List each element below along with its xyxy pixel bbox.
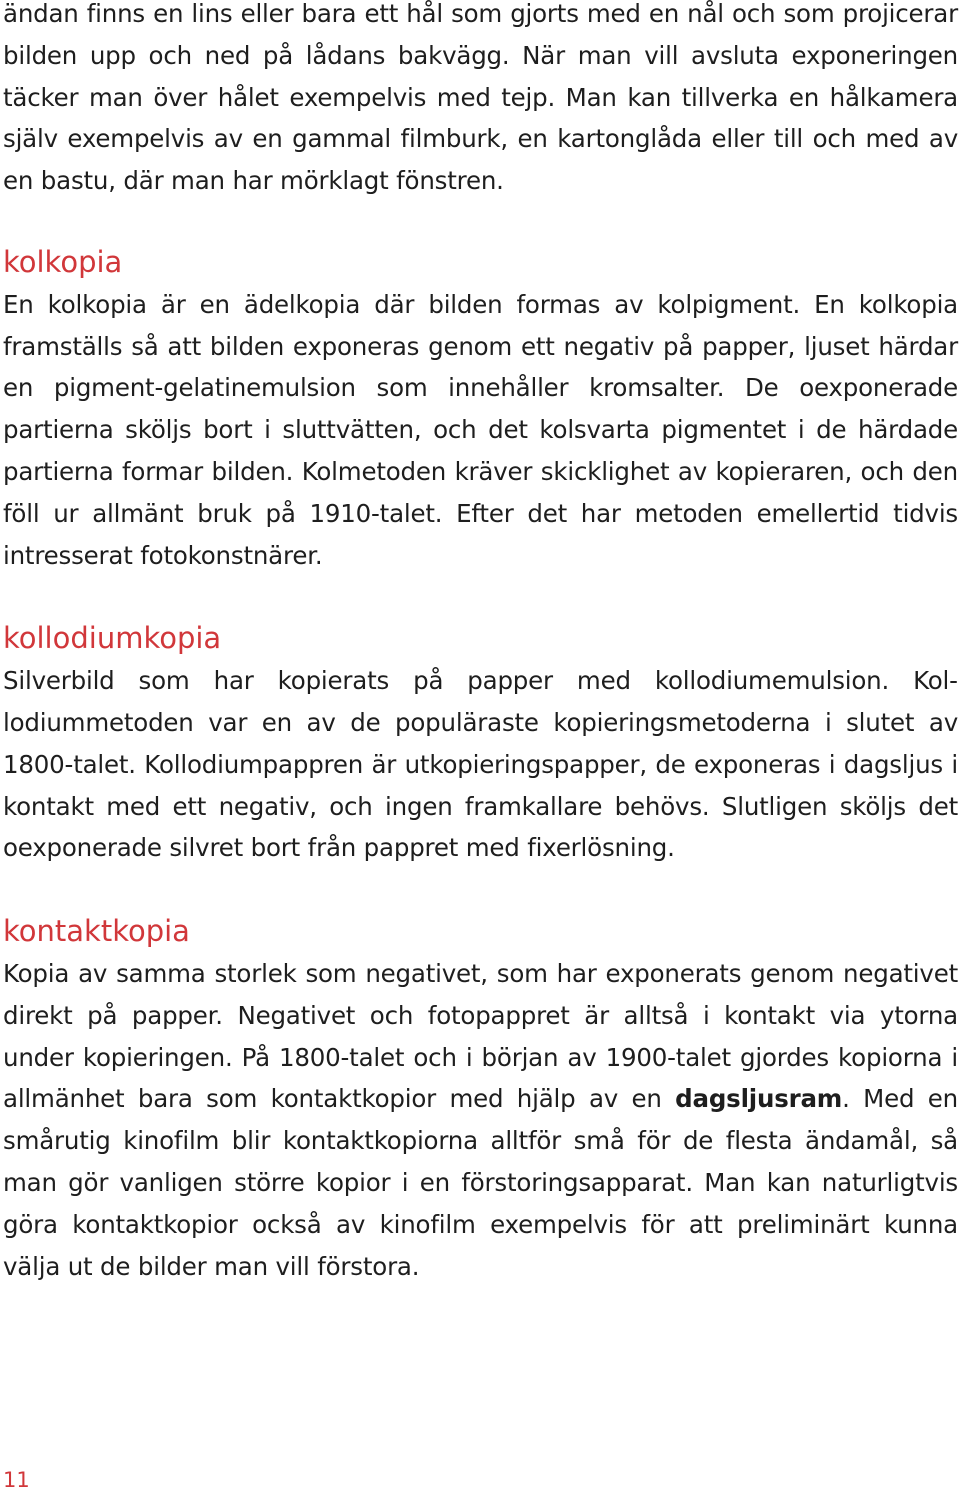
intro-paragraph: ändan finns en lins eller bara ett hål som gjorts med en nål och som projicerar bilden upp och ned på lådans bakvägg. När man vill avsluta exponeringen täcker man över hålet exempelvis med tejp. Man kan tillverka en hålkamera själv exempelvis av en gammal filmburk, en kartonglåda eller till och med av en bastu, där man har mörklagt fönstren.: [3, 0, 958, 196]
definition-text-after: . Med en smårutig kinofilm blir kontaktkopiorna alltför små för de flesta ändamål, så man gör vanligen större kopior i en förstoringsapparat. Man kan naturligtvis göra kontaktkopior också av kinofilm exempelvis för att preliminärt kunna välja ut de bilder man vill förstora.: [3, 1084, 958, 1281]
glossary-entry-kollodiumkopia: [3, 618, 958, 869]
entry-definition: En kolkopia är en ädelkopia där bilden formas av kolpigment. En kolkopia framställs så att bilden exponeras genom ett negativ på papper, ljuset härdar en pigment-gelatinemulsion som innehåller kromsalter. De oexponerade partierna sköljs bort i sluttvätten, och det kolsvarta pigmentet i de härdade partierna formar bilden. Kolmetoden kräver skicklighet av kopieraren, och den föll ur allmänt bruk på 1910-talet. Efter det har metoden emellertid tidvis intresserat fotokonstnärer.: [3, 289, 958, 570]
document-page: [3, 0, 958, 1287]
entry-term: kollodiumkopia: [3, 621, 222, 656]
glossary-entry-kolkopia: [3, 242, 958, 576]
glossary-entry-kontaktkopia: [3, 911, 958, 1287]
cross-reference-term[interactable]: dagsljusram: [675, 1084, 843, 1114]
definition-text-before: Kopia av samma storlek som negativet, som har exponerats genom negativet direkt på papper. Negativet och fotopappret är alltså i kontakt via ytorna under kopieringen. På 1800-talet och i början av 1900-talet gjordes kopiorna i allmänhet bara som kontaktkopior med hjälp av en: [3, 958, 958, 1114]
entry-term: kolkopia: [3, 244, 123, 279]
entry-definition: Silverbild som har kopierats på papper med kollodiumemulsion. Kollodiummetoden var en av de populäraste kopieringsmetoderna i slutet av 1800-talet. Kollodiumpappren är utkopieringspapper, de exponeras i dagsljus i kontakt med ett negativ, och ingen framkallare behövs. Slutligen sköljs det oexponerade silvret bort från pappret med fixerlösning.: [3, 666, 958, 863]
entry-definition: [3, 953, 958, 1287]
entry-term: kontaktkopia: [3, 914, 190, 949]
page-number: 11: [3, 1468, 30, 1492]
